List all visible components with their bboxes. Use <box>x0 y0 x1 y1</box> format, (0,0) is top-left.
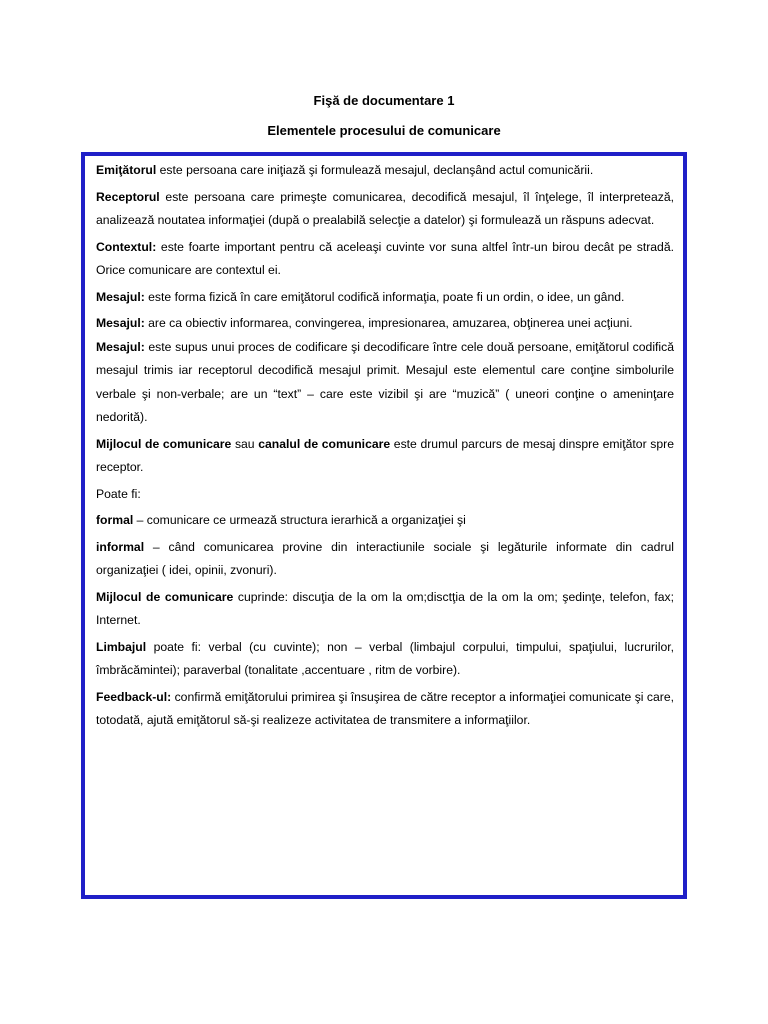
term-feedback: Feedback-ul: <box>96 689 172 704</box>
paragraph-mijloc-cuprinde <box>96 586 674 633</box>
definition-emitator: este persoana care iniţiază şi formulează mesajul, declanşând actul comunicării. <box>156 163 594 177</box>
paragraph-mijloc-canal <box>96 433 674 480</box>
paragraph-mesaj-1 <box>96 286 674 310</box>
definition-mesaj-2: are ca obiectiv informarea, convingerea, impresionarea, amuzarea, obţinerea unei acţiuni. <box>144 316 633 330</box>
term-receptor: Receptorul <box>96 189 160 204</box>
term-mesaj-1: Mesajul: <box>96 289 145 304</box>
definition-mesaj-1: este forma fizică în care emiţătorul codifică informaţia, poate fi un ordin, o idee, un gând. <box>144 289 625 304</box>
definition-mijloc-cuprinde: cuprinde: discuţia de la om la om;disctţia de la om la om; şedinţe, telefon, fax; Internet. <box>96 589 674 627</box>
term-context: Contextul: <box>96 239 157 254</box>
term-mesaj-2: Mesajul: <box>96 316 145 330</box>
term-emitator: Emiţătorul <box>96 163 157 177</box>
term-canalul-de-comunicare: canalul de comunicare <box>258 436 391 451</box>
definition-informal: – când comunicarea provine din interactiunile sociale şi legăturile informate din cadrul organizaţiei ( idei, opinii, zvonuri). <box>96 539 674 577</box>
paragraph-emitator <box>96 159 674 183</box>
term-mijlocul-cuprinde: Mijlocul de comunicare <box>96 589 234 604</box>
definition-feedback: confirmă emiţătorului primirea şi însuşirea de către receptor a informaţiei comunicate şi care, totodată, ajută emiţătorul să-şi realizeze activitatea de transmitere a informaţiilor. <box>96 689 674 727</box>
paragraph-informal <box>96 536 674 583</box>
definition-receptor: este persoana care primeşte comunicarea, decodifică mesajul, îl înţelege, îl interpretează, analizează noutatea informaţiei (după o prealabilă selecţie a datelor) şi formulează un răspuns adecvat. <box>96 189 674 227</box>
definition-canal: este drumul parcurs de mesaj dinspre emiţător spre receptor. <box>96 436 674 474</box>
paragraph-mesaj-2 <box>96 312 674 336</box>
document-title: Fişă de documentare 1 <box>313 93 455 108</box>
definition-formal: – comunicare ce urmează structura ierarhică a organizaţiei şi <box>133 513 466 527</box>
term-mijlocul-de-comunicare: Mijlocul de comunicare <box>96 436 232 451</box>
paragraph-mesaj-3 <box>96 336 674 430</box>
connector-text: sau <box>231 436 259 451</box>
term-formal: formal <box>96 513 134 527</box>
paragraph-context <box>96 236 674 283</box>
definition-context: este foarte important pentru că aceleaşi cuvinte vor suna altfel într-un birou decât pe stradă. Orice comunicare are contextul ei. <box>96 239 674 277</box>
document-subtitle: Elementele procesului de comunicare <box>267 123 501 138</box>
content-body <box>96 159 674 736</box>
paragraph-formal <box>96 509 674 533</box>
text-poate-fi: Poate fi: <box>96 486 141 501</box>
paragraph-feedback <box>96 686 674 733</box>
paragraph-limbaj <box>96 636 674 683</box>
paragraph-poate-fi <box>96 483 674 507</box>
term-limbaj: Limbajul <box>96 639 147 654</box>
term-mesaj-3: Mesajul: <box>96 339 145 354</box>
definition-limbaj: poate fi: verbal (cu cuvinte); non – verbal (limbajul corpului, timpului, spaţiului, lucrurilor, îmbrăcămintei); paraverbal (tonalitate ,accentuare , ritm de vorbire). <box>96 639 674 677</box>
definition-mesaj-3: este supus unui proces de codificare şi decodificare între cele două persoane, emiţătorul codifică mesajul trimis iar receptorul decodifică mesajul primit. Mesajul este elementul care conţine simbolurile verbale şi non-verbale; are un “text” – care este vizibil şi are “muzică” ( uneori conţine o ameninţare nedorită). <box>96 339 674 424</box>
term-informal: informal <box>96 539 145 554</box>
paragraph-receptor <box>96 186 674 233</box>
content-box <box>81 152 687 899</box>
